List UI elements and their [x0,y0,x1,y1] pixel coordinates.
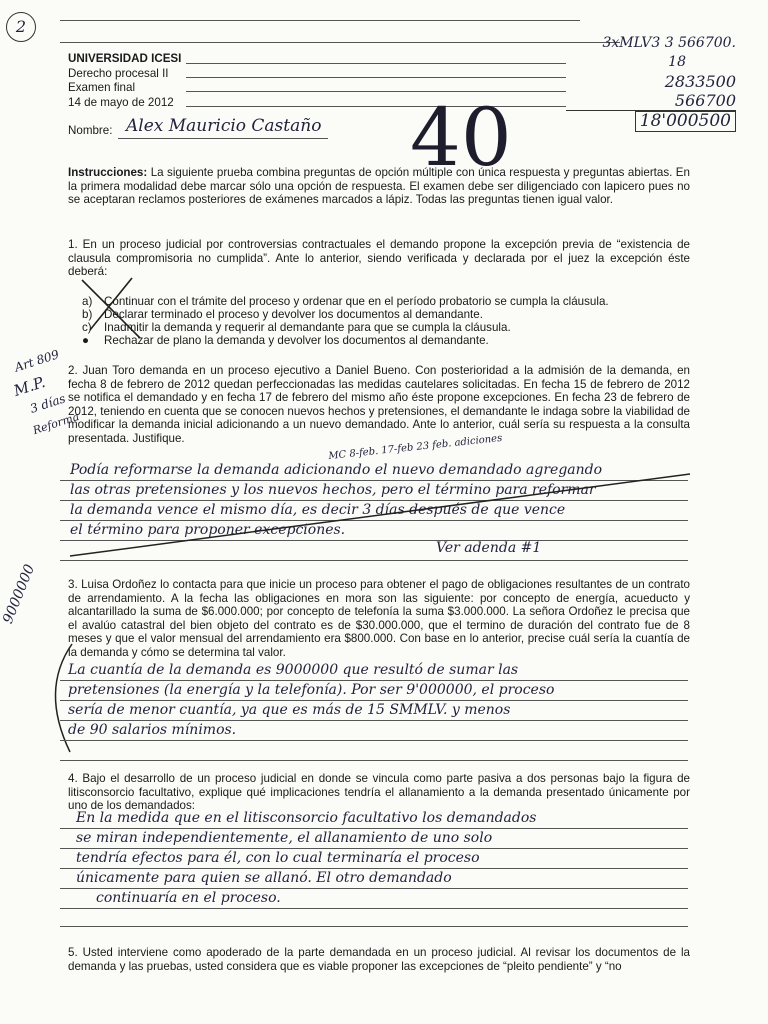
question-3-margin-note: 9000000 [0,562,39,626]
question-2-text: 2. Juan Toro demanda en un proceso ejecutivo a Daniel Bueno. Con posterioridad a la admisión de la demanda, en fecha 8 de febrero de 2012 quedan perfeccionadas las medidas cautelares solicitadas. En fecha 15 de febrero de 2012 se notifica el demandado y en fecha 17 de febrero del mismo año éste propone excepciones. En fecha 23 de febrero de 2012, teniendo en cuenta que se conocen nuevos hechos y pretensiones, el demandante le indaga sobre la viabilidad de modificar la demanda inicial adicionando a un nuevo demandado. Ante lo anterior, cuál sería su respuesta a la consulta presentada. Justifique. [68,364,690,445]
calc-line: 2833500 [664,72,736,91]
answer-rule [60,926,688,927]
question-3-answer-line: La cuantía de la demanda es 9000000 que resultó de sumar las [68,662,519,678]
instructions-text: La siguiente prueba combina preguntas de opción múltiple con única respuesta y preguntas abiertas. En la primera modalidad debe marcar sólo una opción de respuesta. El examen debe ser diligenciado con lapicero pues no se aceptaran reclamos posteriores de exámenes marcados a lápiz. Todas las preguntas tienen igual valor. [68,166,690,207]
option-text: Inadmitir la demanda y requerir al demandante para que se cumpla la cláusula. [104,321,511,334]
question-3-answer-line: sería de menor cuantía, ya que es más de 15 SMMLV. y menos [68,702,511,718]
option-marker: a) [82,295,93,308]
question-1-option-b[interactable] [82,308,483,321]
question-2-answer-line: el término para proponer excepciones. [70,522,346,538]
exam-title: Examen final [68,81,136,94]
answer-rule [60,560,688,561]
question-3-text: 3. Luisa Ordoñez lo contacta para que inicie un proceso para obtener el pago de obligaciones resultantes de un contrato de arrendamiento. A la fecha las obligaciones en mora son las siguiente: por concepto de energía, acueducto y alcantarillado la suma de $6.000.000; por concepto de telefonía la suma $3.000.000. La señora Ordoñez le precisa que el avalúo catastral del bien objeto del contrato es de $30.000.000, que el termino de duración del contrato fue de 8 meses y que el valor mensual del arrendamiento era $800.000. Con base en lo anterior, precise cuál sería la cuantía de la demanda y cómo se determina tal valor. [68,578,690,659]
question-5-text: 5. Usted interviene como apoderado de la parte demandada en un proceso judicial. Al revisar los documentos de la demanda y las pruebas, usted considera que es viable proponer las excepciones de “pleito pendiente” y “no [68,946,690,973]
calc-line: 566700 [566,91,736,111]
option-text: Declarar terminado el proceso y devolver los documentos al demandante. [104,308,483,321]
margin-note-line: M.P. [11,372,48,400]
page-number: 2 [15,17,27,36]
option-marker: b) [82,308,93,321]
answer-rule [60,848,688,849]
answer-rule [60,720,688,721]
strike-mark-icon [60,470,700,560]
question-1-option-a[interactable] [82,295,609,308]
answer-rule [60,700,688,701]
question-3-answer-line: de 90 salarios mínimos. [68,722,237,738]
grade-mark: 40 [410,91,512,184]
question-4-answer-line: se miran independientemente, el allanamiento de uno solo [76,830,493,846]
question-4-answer-line: únicamente para quien se allanó. El otro demandado [76,870,452,886]
student-name: Alex Mauricio Castaño [126,116,322,136]
question-4-answer-line: tendría efectos para él, con lo cual terminaría el proceso [76,850,480,866]
answer-rule [60,908,688,909]
name-rule [118,138,328,139]
question-4-answer-line: En la medida que en el litisconsorcio facultativo los demandados [76,810,537,826]
margin-note-line: Art 809 [12,347,61,375]
margin-note-line: 3 días [28,391,68,416]
top-rule-1 [60,20,580,21]
option-text: Continuar con el trámite del proceso y ordenar que en el período probatorio se cumpla la cláusula. [104,295,609,308]
page-number-circle [6,12,36,42]
answer-rule [60,888,688,889]
header-rule-2 [186,77,566,78]
question-1-text: 1. En un proceso judicial por controversias contractuales el demando propone la excepción previa de “existencia de clausula compromisoria no cumplida”. Ante lo anterior, siendo verificada y declarada por el juez la excepción éste deberá: [68,238,690,279]
exam-date: 14 de mayo de 2012 [68,95,174,109]
option-marker: c) [82,321,92,334]
question-1-option-c[interactable] [82,321,511,334]
instructions [68,166,690,207]
course-name: Derecho procesal II [68,66,169,80]
answer-rule [60,680,688,681]
answer-rule [60,828,688,829]
question-2-see-addendum: Ver adenda #1 [436,540,542,556]
question-2-answer-line: la demanda vence el mismo día, es decir 3 días después de que vence [70,502,566,518]
question-2-annotation: MC 8-feb. 17-feb 23 feb. adiciones [327,432,503,463]
calc-total: 18'000500 [635,111,736,132]
margin-note-line: Reforma [31,409,81,438]
question-2-answer-line: Podía reformarse la demanda adicionando el nuevo demandado agregando [70,462,603,478]
question-4-text: 4. Bajo el desarrollo de un proceso judicial en donde se vincula como parte pasiva a dos personas bajo la figura de litisconsorcio facultativo, explique qué implicaciones tendría el allanamiento a la demanda presentado únicamente por uno de los demandados: [68,772,690,813]
calc-line: 18 [668,54,686,70]
university-name: UNIVERSIDAD ICESI [68,52,182,65]
instructions-label: Instrucciones: [68,166,148,179]
top-rule-2 [60,42,620,43]
calc-line: 3xMLV3 3 566700. [602,35,736,51]
answer-rule [60,868,688,869]
question-3-answer-line: pretensiones (la energía y la telefonía). Por ser 9'000000, el proceso [68,682,555,698]
answer-rule [60,760,688,761]
name-label: Nombre: [68,124,113,137]
option-marker: ● [82,334,90,347]
question-2-answer-line: las otras pretensiones y los nuevos hechos, pero el término para reformar [70,482,596,498]
option-text: Rechazar de plano la demanda y devolver los documentos al demandante. [104,334,489,347]
answer-rule [60,740,688,741]
header-rule-1 [186,63,566,64]
exam-header [68,52,181,110]
question-4-answer-line: continuaría en el proceso. [96,890,281,906]
margin-calc [566,34,736,132]
question-1-option-d[interactable] [82,334,489,347]
